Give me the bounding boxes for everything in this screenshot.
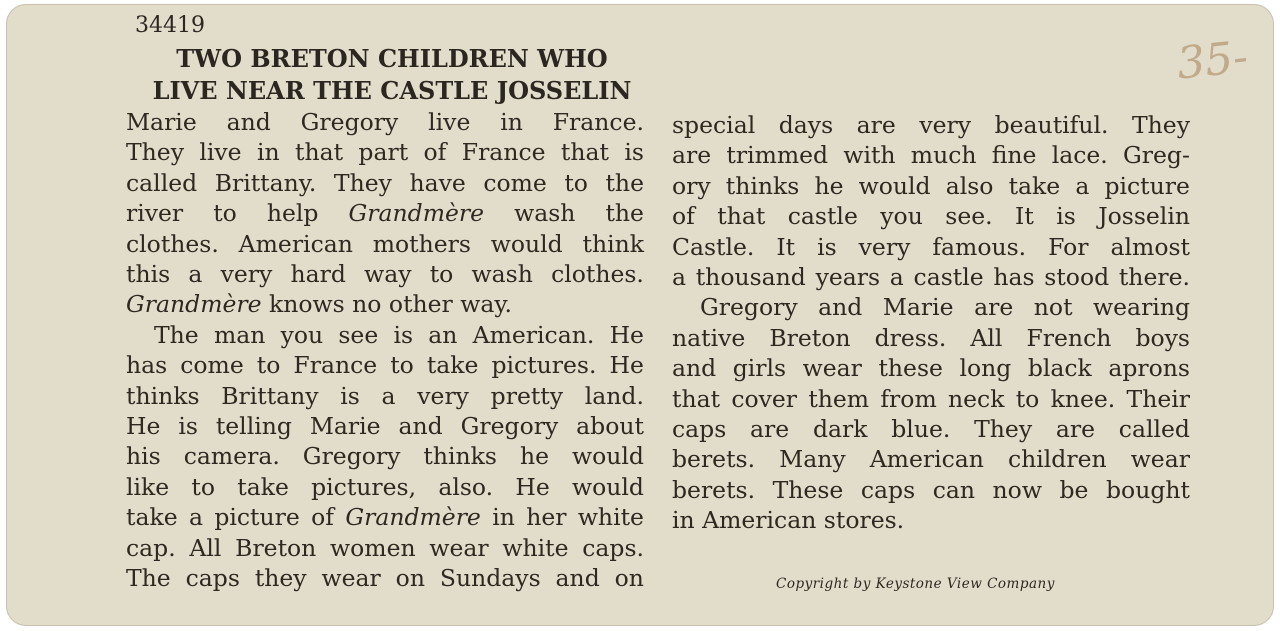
text-word: picture xyxy=(214,503,300,532)
text-word: fine xyxy=(991,141,1037,170)
text-word: take xyxy=(1008,171,1061,200)
text-word: take xyxy=(237,472,289,501)
text-word: from xyxy=(880,384,937,413)
text-line xyxy=(126,441,644,471)
text-word: about xyxy=(576,412,644,441)
text-word: also xyxy=(945,171,994,200)
text-word: the xyxy=(605,199,644,228)
text-word: caps xyxy=(672,415,727,444)
text-line xyxy=(672,262,1190,292)
text-word: on xyxy=(395,564,425,593)
text-word: All xyxy=(189,533,222,562)
text-word: wash xyxy=(514,199,576,228)
text-word: lace. xyxy=(1051,141,1108,170)
text-line xyxy=(672,384,1190,414)
stereoview-card-back xyxy=(6,4,1274,626)
text-word: He xyxy=(126,412,161,441)
text-word: They xyxy=(126,138,184,167)
text-word: Grandmère knows no other way. xyxy=(126,290,513,319)
text-word: to xyxy=(564,168,588,197)
text-word: on xyxy=(614,564,644,593)
text-word: the xyxy=(605,168,644,197)
text-line xyxy=(672,353,1190,383)
text-line xyxy=(672,414,1190,444)
text-word: way xyxy=(364,260,412,289)
handwritten-number: 35- xyxy=(1174,31,1251,90)
text-word: thinks xyxy=(423,442,497,471)
text-word: are xyxy=(974,293,1014,322)
text-word: be xyxy=(1059,475,1089,504)
text-word: berets. xyxy=(672,475,756,504)
text-word: of xyxy=(311,503,334,532)
text-word: are xyxy=(750,415,790,444)
text-word: that xyxy=(560,138,609,167)
text-word: to xyxy=(390,351,414,380)
text-word: almost xyxy=(1110,232,1190,261)
text-word: years xyxy=(815,263,881,292)
text-word: Greg- xyxy=(1123,141,1190,170)
text-word: berets. xyxy=(672,445,756,474)
text-word: wearing xyxy=(1093,293,1190,322)
text-line xyxy=(126,289,644,319)
text-word: Breton xyxy=(769,323,851,352)
text-word: he xyxy=(814,171,844,200)
text-word: mothers xyxy=(372,229,471,258)
title-line-1: TWO BRETON CHILDREN WHO xyxy=(176,44,608,73)
text-word: Marie xyxy=(882,293,954,322)
text-word: knee. xyxy=(1050,384,1116,413)
text-word: in xyxy=(256,138,280,167)
text-word: is xyxy=(178,412,198,441)
text-word: American xyxy=(869,445,984,474)
text-word: white xyxy=(502,533,569,562)
text-word: is xyxy=(1056,202,1076,231)
text-word: land. xyxy=(584,381,644,410)
text-word: his xyxy=(126,442,161,471)
text-word: in xyxy=(492,503,515,532)
text-word: has xyxy=(126,351,168,380)
text-word: Gregory xyxy=(302,442,401,471)
text-word: you xyxy=(280,320,324,349)
text-word: picture xyxy=(1104,171,1190,200)
text-word: a xyxy=(188,260,203,289)
text-word: called xyxy=(1118,415,1190,444)
text-word: American. xyxy=(472,320,595,349)
text-word: dark xyxy=(812,415,868,444)
text-word: live xyxy=(199,138,242,167)
text-line xyxy=(672,171,1190,201)
text-word: boys xyxy=(1135,323,1190,352)
text-word: thinks xyxy=(126,381,200,410)
text-word: The xyxy=(126,564,171,593)
text-word: a xyxy=(672,263,687,292)
text-word: bought xyxy=(1106,475,1190,504)
text-word: caps xyxy=(860,475,916,504)
text-word: They xyxy=(974,415,1033,444)
text-word: in American stores. xyxy=(672,506,905,535)
text-word: also. xyxy=(438,472,494,501)
text-word: neck xyxy=(948,384,1005,413)
text-word: girls xyxy=(732,354,787,383)
text-word: to xyxy=(1015,384,1040,413)
text-line xyxy=(672,110,1190,140)
text-word: white xyxy=(577,503,644,532)
text-word: thousand xyxy=(695,263,806,292)
text-word: would xyxy=(858,171,931,200)
text-word: thinks xyxy=(725,171,800,200)
text-word: It xyxy=(776,232,796,261)
text-word: Grandmère xyxy=(348,199,485,228)
text-line xyxy=(126,137,644,167)
text-word: pictures. xyxy=(491,351,597,380)
text-word: has xyxy=(993,263,1035,292)
text-word: trimmed xyxy=(726,141,829,170)
text-word: black xyxy=(1027,354,1092,383)
text-word: Brittany. xyxy=(214,168,317,197)
text-word: Brittany xyxy=(221,381,319,410)
text-word: very xyxy=(417,381,469,410)
text-word: very xyxy=(220,260,273,289)
text-word: live xyxy=(428,108,471,136)
text-word: wear xyxy=(429,533,489,562)
text-word: come xyxy=(180,351,244,380)
text-word: wear xyxy=(321,564,381,593)
text-word: All xyxy=(970,323,1003,352)
text-word: in xyxy=(500,108,523,136)
text-word: For xyxy=(1048,232,1089,261)
text-word: Grandmère xyxy=(345,503,481,532)
text-word: Marie xyxy=(309,412,381,441)
text-word: France. xyxy=(552,108,644,136)
text-line xyxy=(672,292,1190,322)
text-word: France xyxy=(293,351,378,380)
text-line xyxy=(126,563,644,593)
text-word: special xyxy=(672,111,756,139)
text-word: that xyxy=(717,202,766,231)
text-word: very xyxy=(858,232,911,261)
text-word: would xyxy=(571,472,644,501)
text-line xyxy=(672,475,1190,505)
text-word: help xyxy=(266,199,319,228)
text-word: them xyxy=(808,384,870,413)
text-word: they xyxy=(254,564,307,593)
text-word: and xyxy=(555,564,600,593)
text-line xyxy=(672,323,1190,353)
text-word: They xyxy=(333,168,392,197)
text-line xyxy=(126,107,644,137)
text-line xyxy=(126,198,644,228)
text-word: are xyxy=(1055,415,1096,444)
text-line xyxy=(126,320,644,350)
text-word: called xyxy=(126,168,198,197)
left-text-column xyxy=(126,107,644,594)
text-word: a xyxy=(381,381,396,410)
text-word: think xyxy=(582,229,644,258)
text-word: Their xyxy=(1126,384,1190,413)
text-word: you xyxy=(880,202,923,231)
text-word: The xyxy=(154,320,199,349)
text-word: is xyxy=(624,138,644,167)
text-line xyxy=(126,350,644,380)
text-line xyxy=(126,472,644,502)
copyright-notice: Copyright by Keystone View Company xyxy=(776,576,1055,592)
text-word: a xyxy=(1075,171,1090,200)
text-word: are xyxy=(856,111,896,139)
text-word: Sundays xyxy=(439,564,541,593)
text-word: is xyxy=(393,320,414,349)
text-word: her xyxy=(526,503,567,532)
text-word: They xyxy=(1132,111,1190,139)
text-line xyxy=(126,229,644,259)
text-word: Gregory xyxy=(460,412,559,441)
text-word: pretty xyxy=(490,381,564,410)
text-word: These xyxy=(772,475,844,504)
text-word: these xyxy=(878,354,943,383)
text-word: Josselin xyxy=(1098,202,1190,231)
text-word: see xyxy=(338,320,379,349)
text-word: hard xyxy=(290,260,346,289)
title-line-2: LIVE NEAR THE CASTLE JOSSELIN xyxy=(152,76,632,105)
text-line xyxy=(672,232,1190,262)
text-word: caps xyxy=(185,564,240,593)
text-word: there. xyxy=(1118,263,1190,292)
text-line xyxy=(672,444,1190,474)
text-word: France xyxy=(461,138,546,167)
text-word: caps. xyxy=(582,533,644,562)
text-word: can xyxy=(932,475,975,504)
text-word: He xyxy=(515,472,550,501)
text-word: and xyxy=(226,108,271,136)
text-word: a xyxy=(889,263,904,292)
text-word: Many xyxy=(779,445,846,474)
text-word: are xyxy=(672,141,712,170)
text-word: like xyxy=(126,472,170,501)
text-word: now xyxy=(992,475,1042,504)
text-line xyxy=(126,411,644,441)
text-word: take xyxy=(126,503,178,532)
text-word: famous. xyxy=(932,232,1027,261)
text-word: castle xyxy=(787,202,858,231)
text-line xyxy=(126,381,644,411)
text-word: is xyxy=(340,381,360,410)
text-word: a xyxy=(188,503,203,532)
text-word: castle xyxy=(913,263,984,292)
text-word: an xyxy=(428,320,458,349)
text-word: river xyxy=(126,199,184,228)
text-line xyxy=(672,201,1190,231)
text-word: telling xyxy=(215,412,292,441)
card-title xyxy=(125,43,659,107)
text-word: clothes. xyxy=(551,260,644,289)
text-word: French xyxy=(1026,323,1112,352)
text-word: not xyxy=(1033,293,1073,322)
text-word: much xyxy=(910,141,977,170)
text-word: part xyxy=(358,138,409,167)
text-word: wear xyxy=(1130,445,1190,474)
text-word: aprons xyxy=(1108,354,1190,383)
text-word: stood xyxy=(1044,263,1110,292)
text-word: to xyxy=(191,472,216,501)
text-word: children xyxy=(1007,445,1107,474)
text-word: ory xyxy=(672,171,711,200)
text-word: camera. xyxy=(183,442,280,471)
text-word: Gregory xyxy=(700,293,798,322)
text-word: He xyxy=(609,351,644,380)
text-word: Gregory xyxy=(300,108,399,136)
text-word: to xyxy=(429,260,454,289)
text-word: come xyxy=(483,168,547,197)
text-word: have xyxy=(409,168,466,197)
text-word: Breton xyxy=(235,533,317,562)
text-word: see. xyxy=(945,202,993,231)
text-word: of xyxy=(423,138,447,167)
text-word: and xyxy=(672,354,717,383)
text-line xyxy=(672,505,1190,535)
text-word: It xyxy=(1015,202,1034,231)
text-word: days xyxy=(778,111,834,139)
text-word: clothes. xyxy=(126,229,219,258)
text-word: with xyxy=(843,141,896,170)
text-line xyxy=(126,533,644,563)
text-word: wear xyxy=(802,354,862,383)
text-word: American xyxy=(238,229,353,258)
text-word: that xyxy=(295,138,344,167)
text-word: cover xyxy=(731,384,798,413)
text-word: man xyxy=(213,320,266,349)
text-word: very xyxy=(919,111,972,139)
text-line xyxy=(672,140,1190,170)
text-word: this xyxy=(126,260,171,289)
text-word: wash xyxy=(471,260,533,289)
right-text-column xyxy=(672,110,1190,536)
text-word: of xyxy=(672,202,695,231)
text-word: would xyxy=(490,229,563,258)
text-word: women xyxy=(330,533,416,562)
text-word: would xyxy=(572,442,644,471)
catalog-number: 34419 xyxy=(135,13,205,38)
text-word: is xyxy=(817,232,837,261)
text-word: beautiful. xyxy=(994,111,1109,139)
text-word: long xyxy=(959,354,1012,383)
text-word: he xyxy=(519,442,549,471)
text-word: and xyxy=(398,412,443,441)
text-word: take xyxy=(426,351,479,380)
text-word: and xyxy=(818,293,863,322)
text-word: Marie xyxy=(126,108,197,136)
text-word: that xyxy=(672,384,721,413)
text-word: Castle. xyxy=(672,232,755,261)
text-line xyxy=(126,259,644,289)
text-word: dress. xyxy=(874,323,947,352)
text-word: to xyxy=(256,351,281,380)
text-word: native xyxy=(672,323,746,352)
text-word: He xyxy=(609,320,644,349)
text-word: cap. xyxy=(126,533,176,562)
text-word: to xyxy=(213,199,237,228)
text-line xyxy=(126,502,644,532)
text-word: blue. xyxy=(891,415,951,444)
text-line xyxy=(126,168,644,198)
text-word: pictures, xyxy=(311,472,417,501)
